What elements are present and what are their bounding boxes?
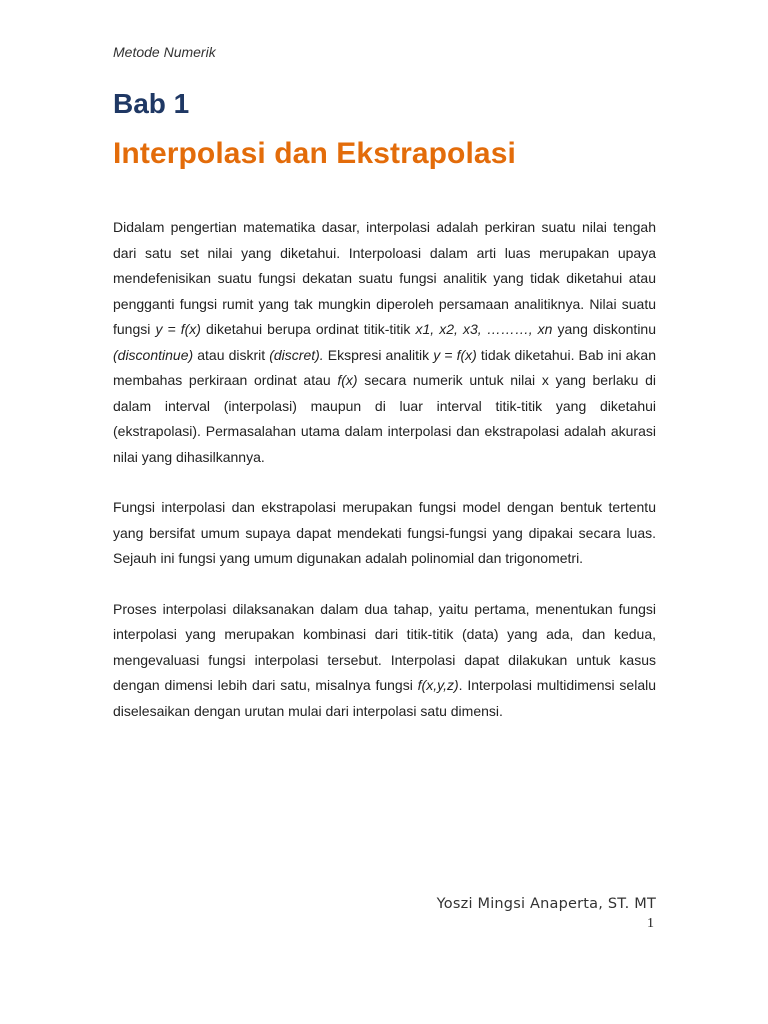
paragraph-1-text: yang diskontinu (552, 321, 656, 337)
paragraph-3 (113, 597, 656, 725)
paragraph-1-text: Ekspresi analitik (323, 346, 434, 363)
body-text (113, 215, 656, 749)
formula-y-fx: y = f(x) (155, 321, 201, 337)
author-name: Yoszi Mingsi Anaperta, ST. MT (436, 896, 656, 912)
page-number: 1 (647, 916, 654, 931)
paragraph-1-text: Didalam pengertian matematika dasar, interpolasi adalah perkiran suatu nilai tengah dari satu set nilai yang diketahui. Interpoloasi dalam arti luas merupakan upaya mendefenisikan suatu fungsi dekatan suatu fungsi analitik yang tidak diketahui atau pengganti fungsi rumit yang tak mungkin diperoleh persamaan analitiknya. Nilai suatu fungsi (113, 219, 656, 337)
paragraph-1-text: secara numerik untuk nilai x yang berlaku di dalam interval (interpolasi) maupun di luar interval titik-titik yang diketahui (ekstrapolasi). Permasalahan utama dalam interpolasi dan ekstrapolasi adalah akurasi nilai yang dihasilkannya. (113, 372, 656, 465)
formula-y-fx: y = f(x) (433, 346, 477, 363)
paragraph-1-text: tidak diketahui. Bab ini akan membahas perkiraan ordinat atau (113, 346, 657, 388)
paragraph-2: Fungsi interpolasi dan ekstrapolasi merupakan fungsi model dengan bentuk tertentu yang bersifat umum supaya dapat mendekati fungsi-fungsi yang dipakai secara luas. Sejauh ini fungsi yang umum digunakan adalah polinomial dan trigonometri. (113, 499, 656, 566)
chapter-label: Bab 1 (113, 88, 190, 119)
paragraph-1-text: diketahui berupa ordinat titik-titik (200, 321, 416, 337)
paragraph-1 (113, 215, 656, 470)
points-x1-xn: x1, x2, x3, ………, xn (415, 321, 553, 337)
paragraph-3-text: . Interpolasi multidimensi selalu diselesaikan dengan urutan mulai dari interpolasi satu dimensi. (113, 677, 657, 719)
formula-fxyz: f(x,y,z) (417, 677, 459, 693)
paragraph-1-text: atau diskrit (193, 346, 270, 363)
chapter-title: Interpolasi dan Ekstrapolasi (113, 137, 516, 170)
term-discontinue: (discontinue) (113, 346, 194, 363)
formula-fx: f(x) (337, 372, 358, 388)
running-header: Metode Numerik (113, 44, 216, 60)
paragraph-3-text: Proses interpolasi dilaksanakan dalam dua tahap, yaitu pertama, menentukan fungsi interpolasi yang merupakan kombinasi dari titik-titik (data) yang ada, dan kedua, mengevaluasi fungsi interpolasi tersebut. Interpolasi dapat dilakukan untuk kasus dengan dimensi lebih dari satu, misalnya fungsi (113, 600, 656, 693)
term-discret: (discret). (269, 346, 324, 363)
